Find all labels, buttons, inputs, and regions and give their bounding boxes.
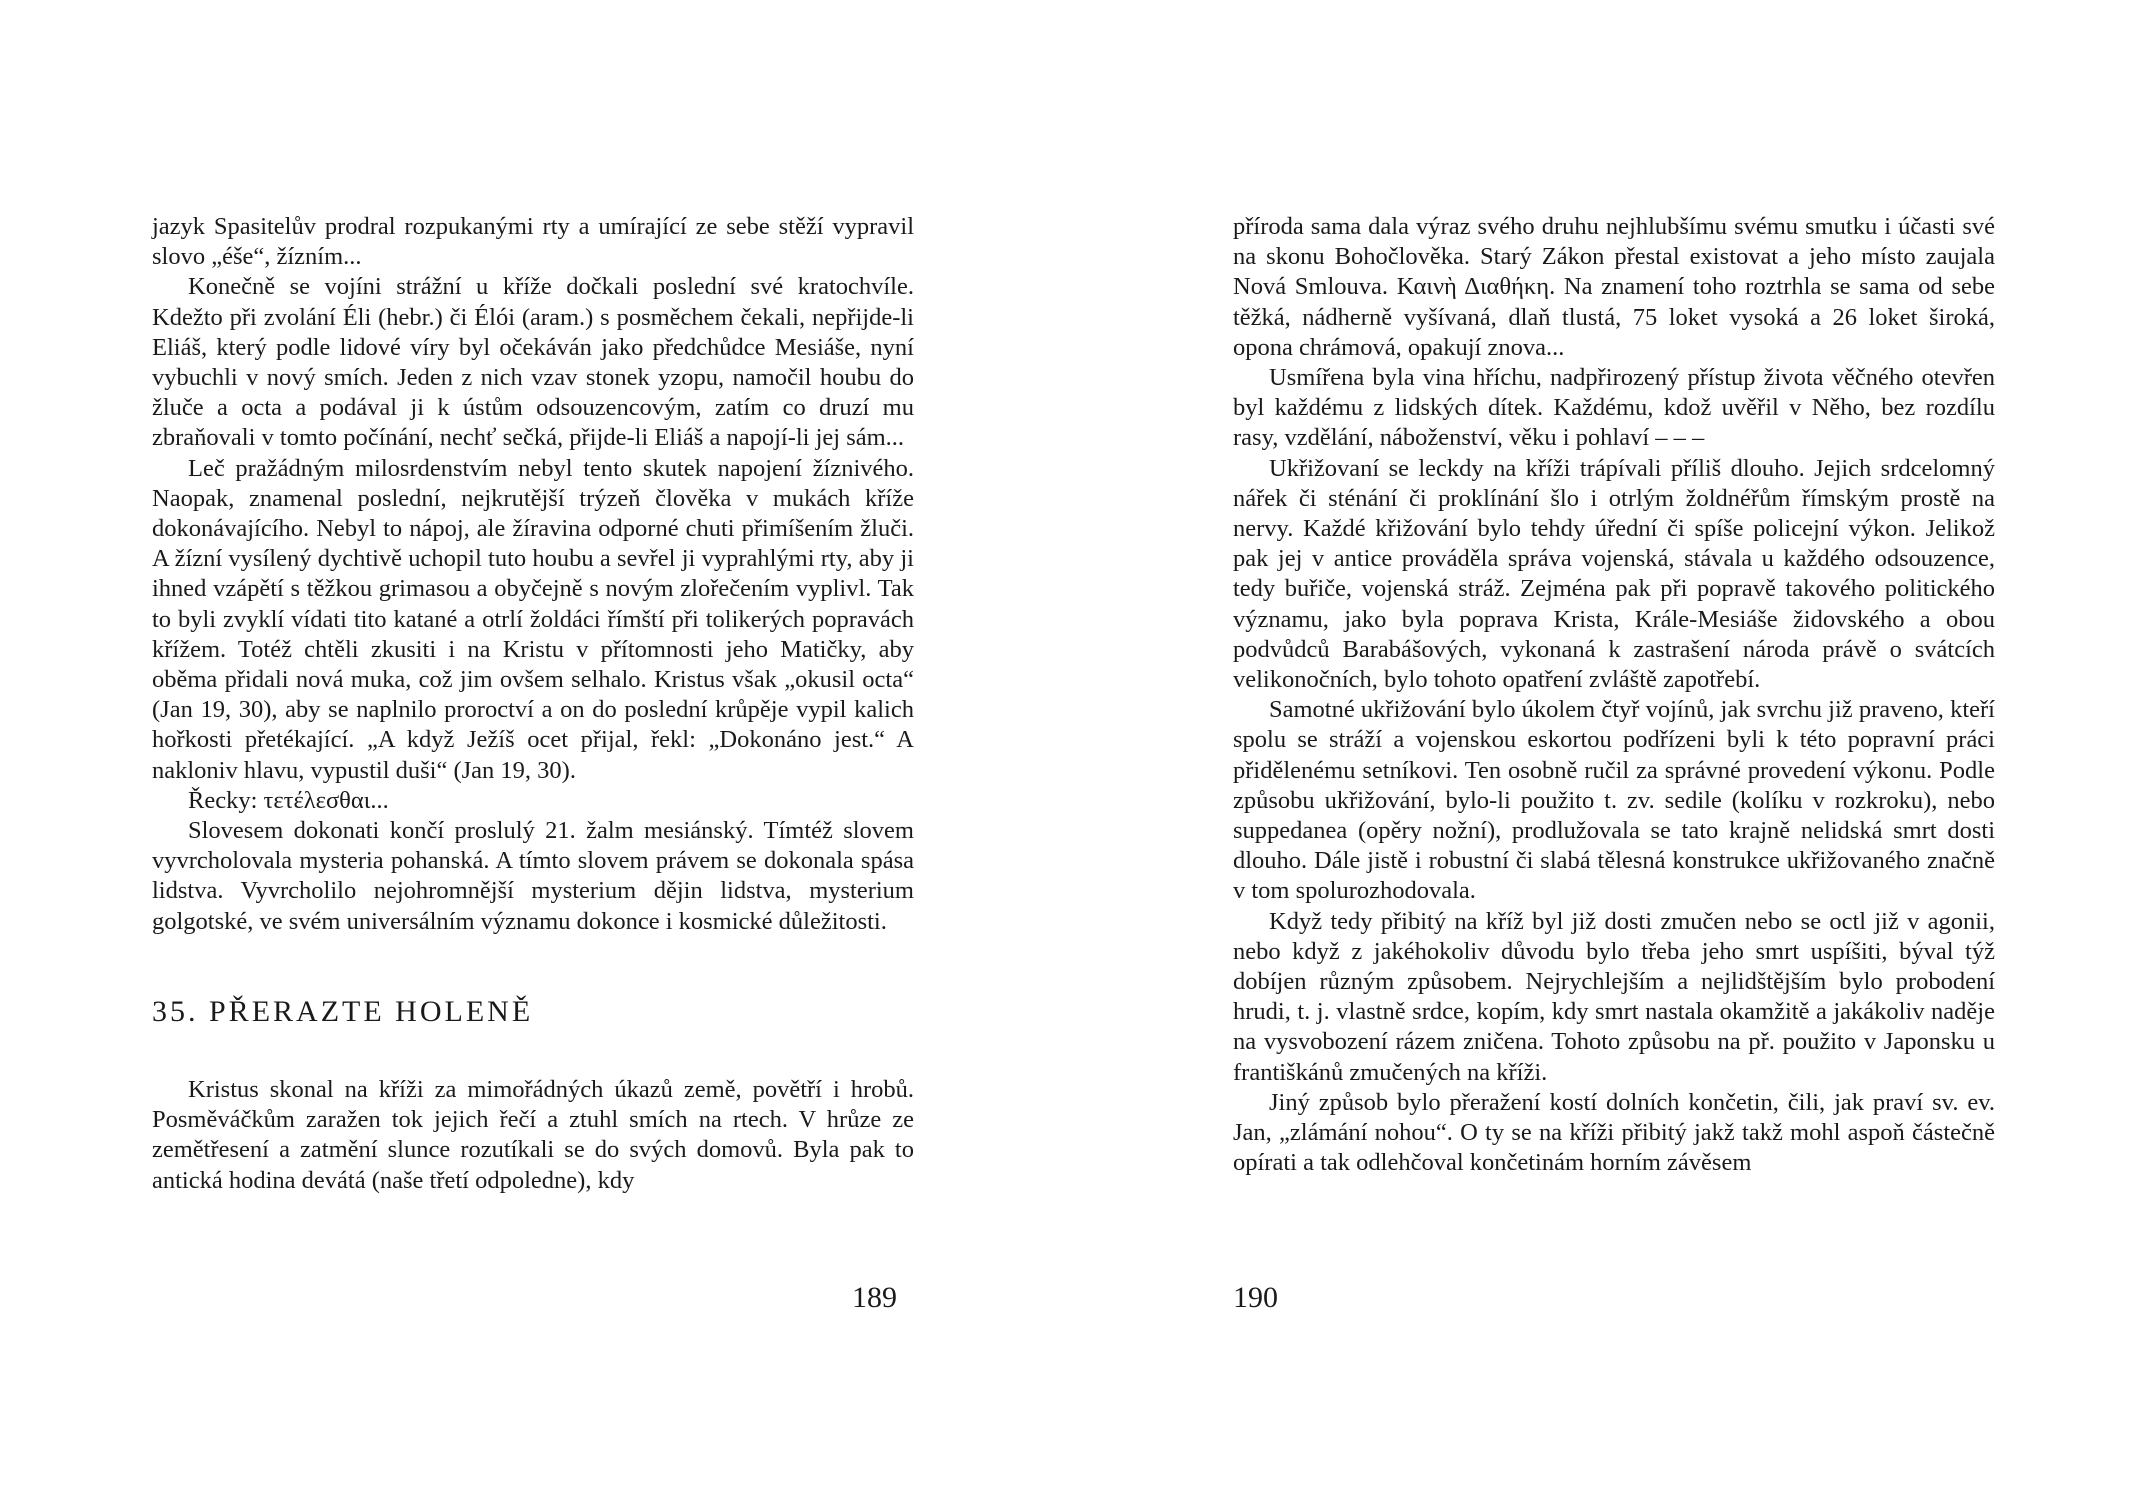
paragraph: Když tedy přibitý na kříž byl již dosti zmučen nebo se octl již v agonii, nebo když z jakéhokoliv důvodu bylo třeba jeho smrt uspíšiti, býval týž dobíjen různým způsobem. Nejrychlejším a nejlidštějším bylo probodení hrudi, t. j. vlastně srdce, kopím, kdy smrt nastala okamžitě a jakákoliv naděje na vysvobození rázem zničena. Tohoto způsobu na př. použito v Japonsku u františkánů zmučených na kříži. [1233, 907, 1995, 1086]
paragraph: Jiný způsob bylo přeražení kostí dolních končetin, čili, jak praví sv. ev. Jan, „zlámání nohou“. O ty se na kříži přibitý jakž takž mohl aspoň částečně opírati a tak odlehčoval končetinám horním závěsem [1233, 1088, 1995, 1177]
greek-quote: Řecky: τετέλεσθαι... [188, 786, 389, 814]
paragraph: Ukřižovaní se leckdy na kříži trápívali příliš dlouho. Jejich srdcelomný nářek či sténání či proklínání šlo i otrlým žoldnéřům římským prostě na nervy. Každé křižování bylo tehdy úřední či spíše policejní výkon. Jelikož pak jej v antice prováděla správa vojenská, stávala u každého odsouzence, tedy buřiče, vojenská stráž. Zejména pak při popravě takového politického významu, jako byla poprava Krista, Krále-Mesiáše židovského a obou podvůdců Barabášových, vykonaná k zastrašení národa právě o svátcích velikonočních, bylo tohoto opatření zvláště zapotřebí. [1233, 454, 1995, 694]
paragraph: příroda sama dala výraz svého druhu nejhlubšímu svému smutku i účasti své na skonu Bohočlověka. Starý Zákon přestal existovat a jeho místo zaujala Nová Smlouva. Καινὴ Διαθήκη. Na znamení toho roztrhla se sama od sebe těžká, nádherně vyšívaná, dlaň tlustá, 75 loket vysoká a 26 loket široká, opona chrámová, opakují znova... [1233, 213, 1995, 361]
section-gap [152, 937, 914, 997]
left-page [152, 212, 914, 1196]
paragraph: Slovesem dokonati končí proslulý 21. žalm mesiánský. Tímtéž slovem vyvrcholovala mysteria pohanská. A tímto slovem právem se dokonala spása lidstva. Vyvrcholilo nejohromnější mysterium dějin lidstva, mysterium golgotské, ve svém universálním významu dokonce i kosmické důležitosti. [152, 817, 914, 935]
page-number-left: 189 [852, 1281, 897, 1314]
paragraph: jazyk Spasitelův prodral rozpukanými rty a umírající ze sebe stěží vypravil slovo „éše“, žízním... [152, 213, 914, 271]
paragraph: Leč pražádným milosrdenstvím nebyl tento skutek napojení žíznivého. Naopak, znamenal poslední, nejkrutější trýzeň člověka v mukách kříže dokonávajícího. Nebyl to nápoj, ale žíravina odporné chuti přimíšením žluči. A žízní vysílený dychtivě uchopil tuto houbu a sevřel ji vyprahlými rty, aby ji ihned vzápětí s těžkou grimasou a obyčejně s novým zlořečením vyplivl. Tak to byli zvyklí vídati tito katané a otrlí žoldáci římští při tolikerých popravách křížem. Totéž chtěli zkusiti i na Kristu v přítomnosti jeho Matičky, aby oběma přidali nová muka, což jim ovšem selhalo. Kristus však „okusil octa“ (Jan 19, 30), aby se naplnilo proroctví a on do poslední krůpěje vypil kalich hořkosti přetékající. „A když Ježíš ocet přijal, řekl: „Dokonáno jest.“ A nakloniv hlavu, vypustil duši“ (Jan 19, 30). [152, 454, 914, 784]
page-number-right: 190 [1233, 1281, 1278, 1314]
paragraph: Usmířena byla vina hříchu, nadpřirozený přístup života věčného otevřen byl každému z lidských dítek. Každému, kdož uvěřil v Něho, bez rozdílu rasy, vzdělání, náboženství, věku i pohlaví – – – [1233, 364, 1995, 452]
chapter-heading: 35. PŘERAZTE HOLENĚ [152, 994, 534, 1028]
paragraph: Kristus skonal na kříži za mimořádných úkazů země, povětří i hrobů. Posměváčkům zaražen tok jejich řečí a ztuhl smích na rtech. V hrůze ze zemětřesení a zatmění slunce rozutíkali se do svých domovů. Byla pak to antická hodina devátá (naše třetí odpoledne), kdy [152, 1076, 914, 1194]
right-page [1233, 212, 1995, 1179]
paragraph: Samotné ukřižování bylo úkolem čtyř vojínů, jak svrchu již praveno, kteří spolu se stráží a vojenskou eskortou podřízeni byli k této popravní práci přidělenému setníkovi. Ten osobně ručil za správné provedení výkonu. Podle způsobu ukřižování, bylo-li použito t. zv. sedile (kolíku v rozkroku), nebo suppedanea (opěry nožní), prodlužovala se tato krajně nelidská smrt dosti dlouho. Dále jistě i robustní či slabá tělesná konstrukce ukřižovaného značně v tom spolurozhodovala. [1233, 696, 1995, 905]
paragraph: Konečně se vojíni strážní u kříže dočkali poslední své kratochvíle. Kdežto při zvolání Éli (hebr.) či Élói (aram.) s posměchem čekali, nepřijde-li Eliáš, který podle lidové víry byl očekáván jako předchůdce Mesiáše, nyní vybuchli v nový smích. Jeden z nich vzav stonek yzopu, namočil houbu do žluče a octa a podával ji k ústům odsouzencovým, zatím co druzí mu zbraňovali v tomto počínání, nechť sečká, přijde-li Eliáš a napojí-li jej sám... [152, 273, 914, 452]
